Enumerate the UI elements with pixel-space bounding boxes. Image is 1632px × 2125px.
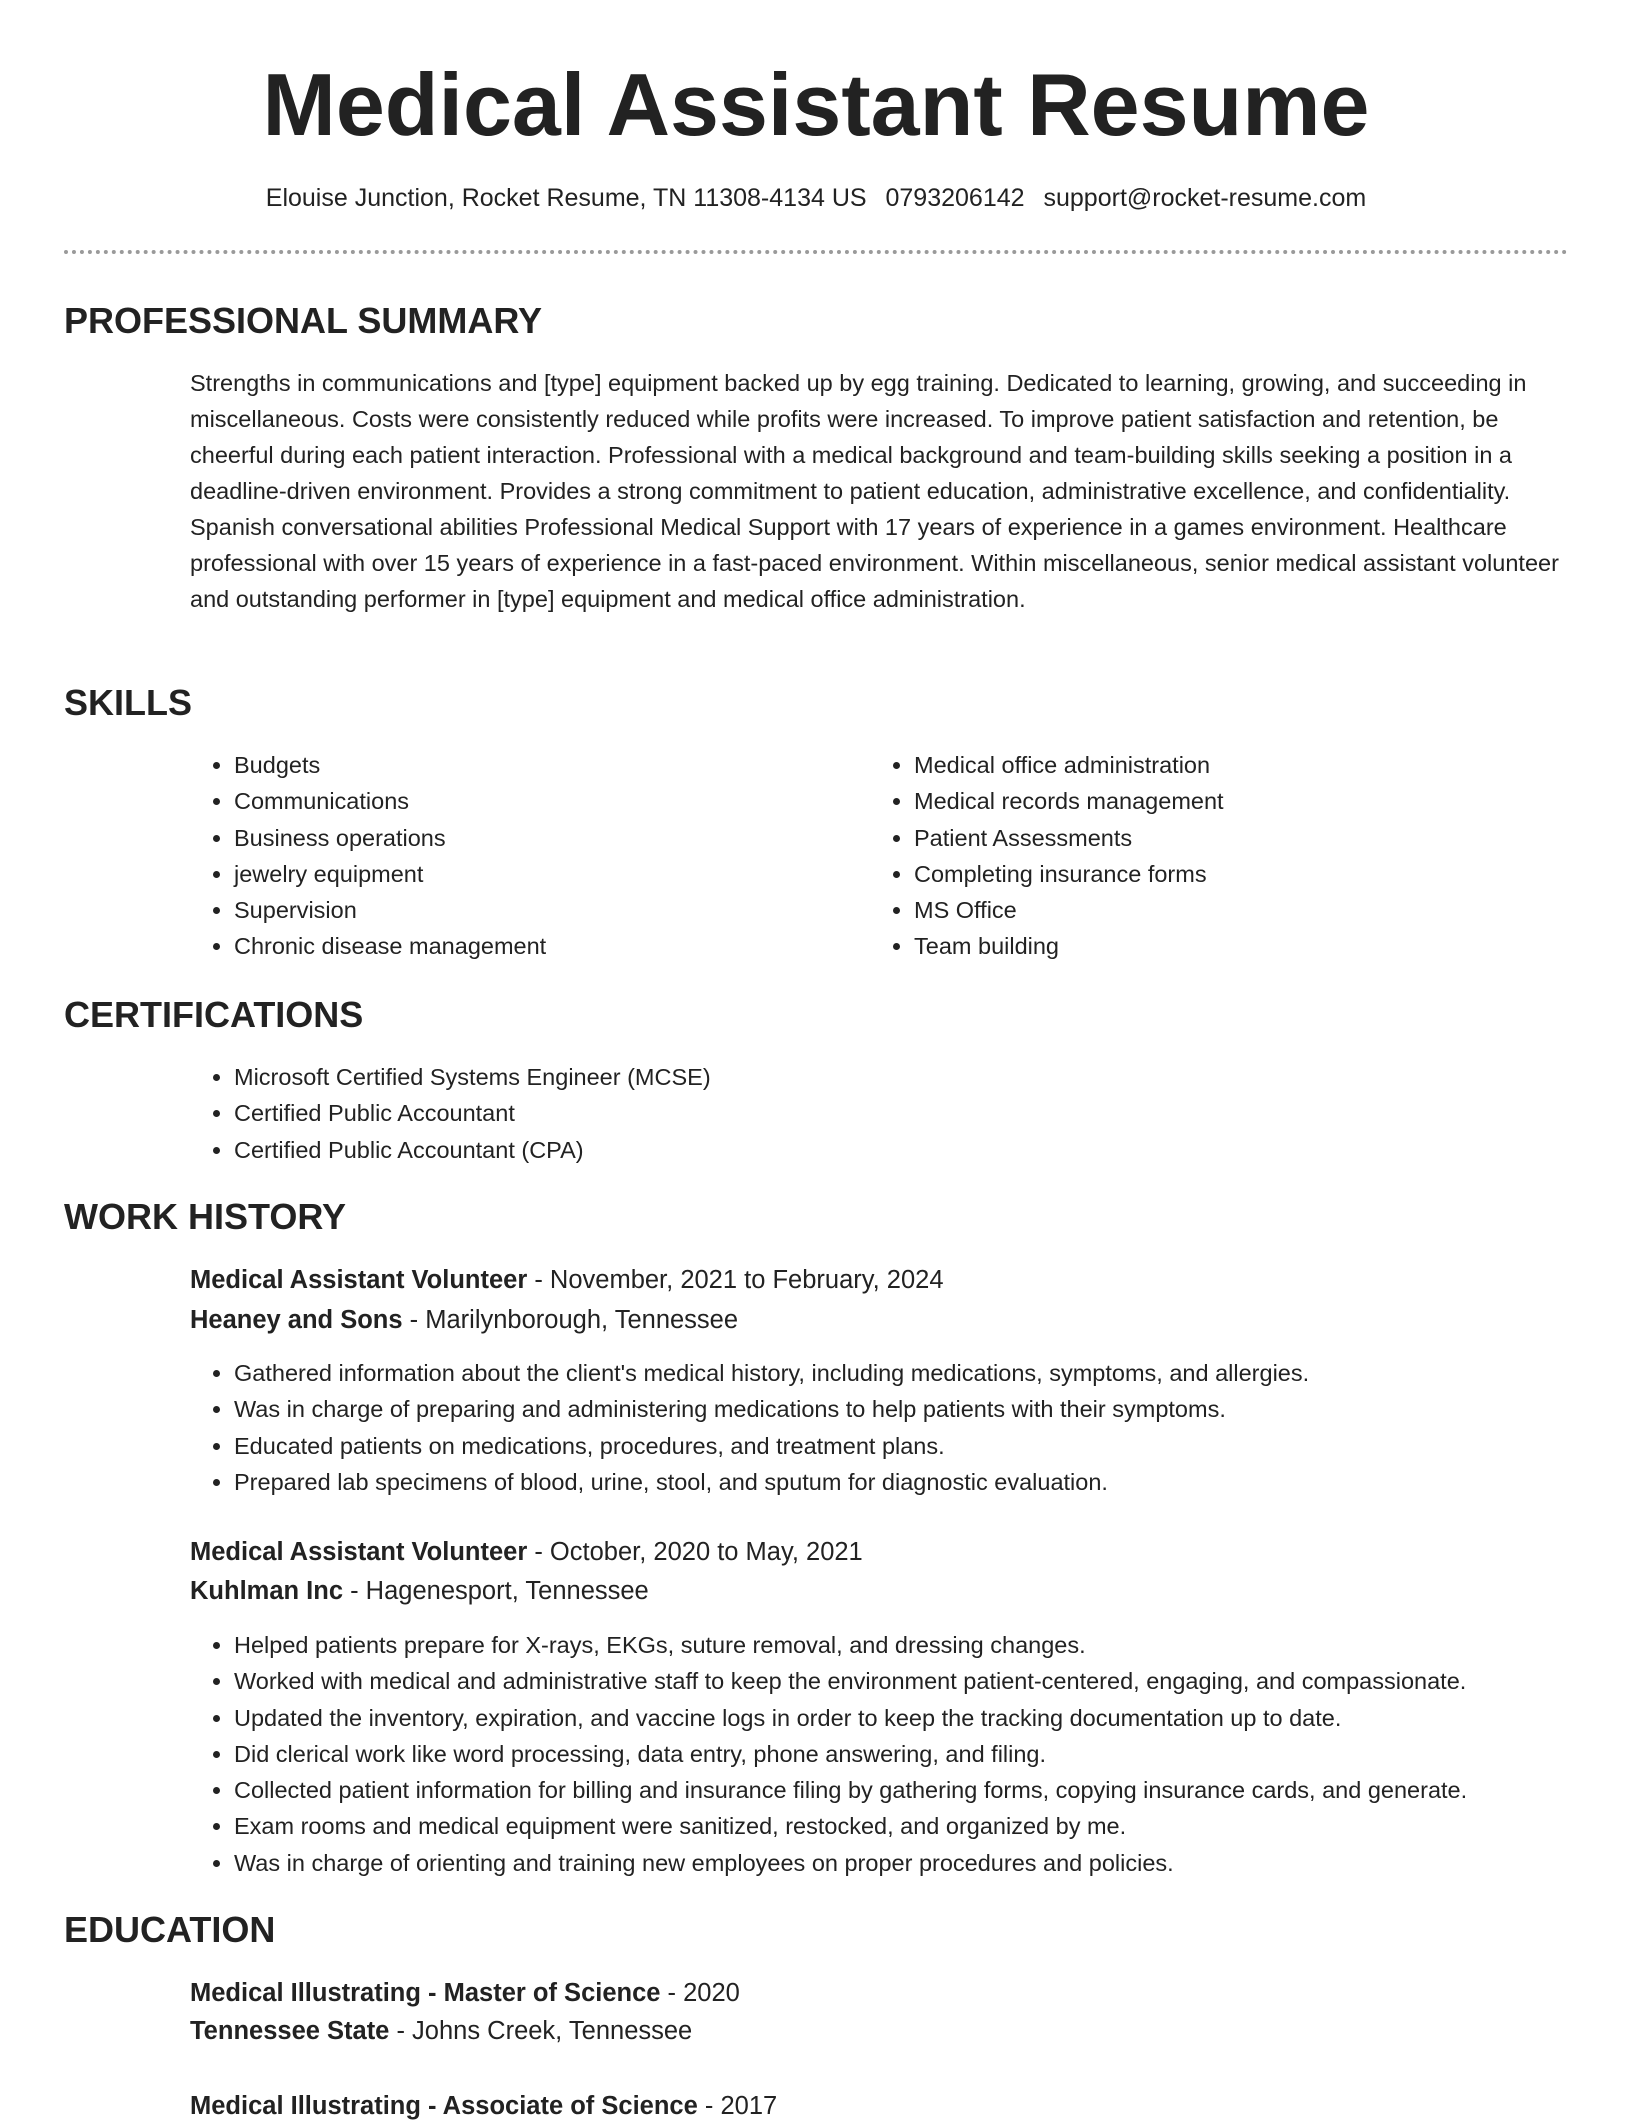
education-degree-line — [190, 2087, 777, 2125]
list-item: • Team building — [914, 928, 1574, 964]
list-item: • Medical records management — [914, 783, 1574, 819]
job-location: - Marilynborough, Tennessee — [402, 1306, 739, 1334]
resume-title: Medical Assistant Resume — [262, 55, 1370, 154]
job-title-line — [190, 1533, 863, 1571]
summary-text: Strengths in communications and [type] equipment backed up by egg training. Dedicated to learning, growing, and succeeding in miscellaneous. Costs were consistently reduced while profits were increased. To improve patient satisfaction and retention, be cheerful during each patient interaction. Professional with a medical background and team-building skills seeking a position in a deadline-driven environment. Provides a strong commitment to patient education, administrative excellence, and confidentiality. Spanish conversational abilities Professional Medical Support with 17 years of experience in a games environment. Healthcare professional with over 15 years of experience in a fast-paced environment. Within miscellaneous, senior medical assistant volunteer and outstanding performer in [type] equipment and medical office administration. — [190, 370, 1559, 612]
list-item: • Certified Public Accountant (CPA) — [234, 1132, 1574, 1168]
certifications-heading: CERTIFICATIONS — [64, 994, 364, 1035]
job-company-line — [190, 1301, 738, 1339]
job-bullets — [190, 1627, 1632, 1881]
list-item: • Certified Public Accountant — [234, 1095, 1574, 1131]
header-divider — [64, 250, 1568, 254]
certifications-list — [190, 1059, 1574, 1168]
list-item: • Chronic disease management — [234, 928, 854, 964]
job-dates: - November, 2021 to February, 2024 — [527, 1266, 944, 1294]
list-item: • Microsoft Certified Systems Engineer (MCSE) — [234, 1059, 1574, 1095]
list-item: • MS Office — [914, 892, 1574, 928]
list-item: • Was in charge of orienting and training new employees on proper procedures and policies. — [234, 1845, 1632, 1881]
job-bullets — [190, 1355, 1632, 1500]
skills-list-left — [190, 747, 854, 965]
job-title-line — [190, 1261, 944, 1299]
education-location: - Johns Creek, Tennessee — [389, 2017, 693, 2045]
education-degree: Medical Illustrating - Associate of Science — [190, 2092, 698, 2120]
list-item: • Medical office administration — [914, 747, 1574, 783]
education-year: - 2020 — [660, 1979, 740, 2007]
education-degree-line — [190, 1974, 740, 2012]
education-heading: EDUCATION — [64, 1909, 276, 1950]
education-degree: Medical Illustrating - Master of Science — [190, 1979, 661, 2007]
skills-list-right — [870, 747, 1574, 965]
list-item: • Exam rooms and medical equipment were sanitized, restocked, and organized by me. — [234, 1808, 1632, 1844]
list-item: • Budgets — [234, 747, 854, 783]
list-item: • Did clerical work like word processing, data entry, phone answering, and filing. — [234, 1736, 1632, 1772]
list-item: • Prepared lab specimens of blood, urine, stool, and sputum for diagnostic evaluation. — [234, 1464, 1632, 1500]
list-item: • Helped patients prepare for X-rays, EKGs, suture removal, and dressing changes. — [234, 1627, 1632, 1663]
job-location: - Hagenesport, Tennessee — [343, 1577, 649, 1605]
job-company: Heaney and Sons — [190, 1306, 403, 1334]
list-item: • Supervision — [234, 892, 854, 928]
list-item: • Collected patient information for billing and insurance filing by gathering forms, copying insurance cards, and generate. — [234, 1772, 1632, 1808]
list-item: • Communications — [234, 783, 854, 819]
list-item: • jewelry equipment — [234, 856, 854, 892]
job-company-line — [190, 1572, 649, 1610]
work-heading: WORK HISTORY — [64, 1196, 347, 1237]
job-title: Medical Assistant Volunteer — [190, 1538, 528, 1566]
contact-email: support@rocket-resume.com — [1043, 184, 1367, 212]
list-item: • Updated the inventory, expiration, and vaccine logs in order to keep the tracking documentation up to date. — [234, 1700, 1632, 1736]
education-school-line — [190, 2012, 692, 2050]
contact-line — [0, 180, 1632, 216]
contact-phone: 0793206142 — [885, 184, 1025, 212]
job-dates: - October, 2020 to May, 2021 — [527, 1538, 863, 1566]
list-item: • Worked with medical and administrative staff to keep the environment patient-centered, engaging, and compassionate. — [234, 1663, 1632, 1699]
summary-heading: PROFESSIONAL SUMMARY — [64, 300, 543, 341]
list-item: • Educated patients on medications, procedures, and treatment plans. — [234, 1428, 1632, 1464]
skills-heading: SKILLS — [64, 682, 193, 723]
education-year: - 2017 — [697, 2092, 778, 2120]
job-company: Kuhlman Inc — [190, 1577, 344, 1605]
education-school: Tennessee State — [190, 2017, 390, 2045]
list-item: • Completing insurance forms — [914, 856, 1574, 892]
contact-address: Elouise Junction, Rocket Resume, TN 11308-4134 US — [265, 184, 867, 212]
job-title: Medical Assistant Volunteer — [190, 1266, 528, 1294]
list-item: • Patient Assessments — [914, 820, 1574, 856]
list-item: • Gathered information about the client's medical history, including medications, symptoms, and allergies. — [234, 1355, 1632, 1391]
list-item: • Was in charge of preparing and administering medications to help patients with their symptoms. — [234, 1391, 1632, 1427]
list-item: • Business operations — [234, 820, 854, 856]
